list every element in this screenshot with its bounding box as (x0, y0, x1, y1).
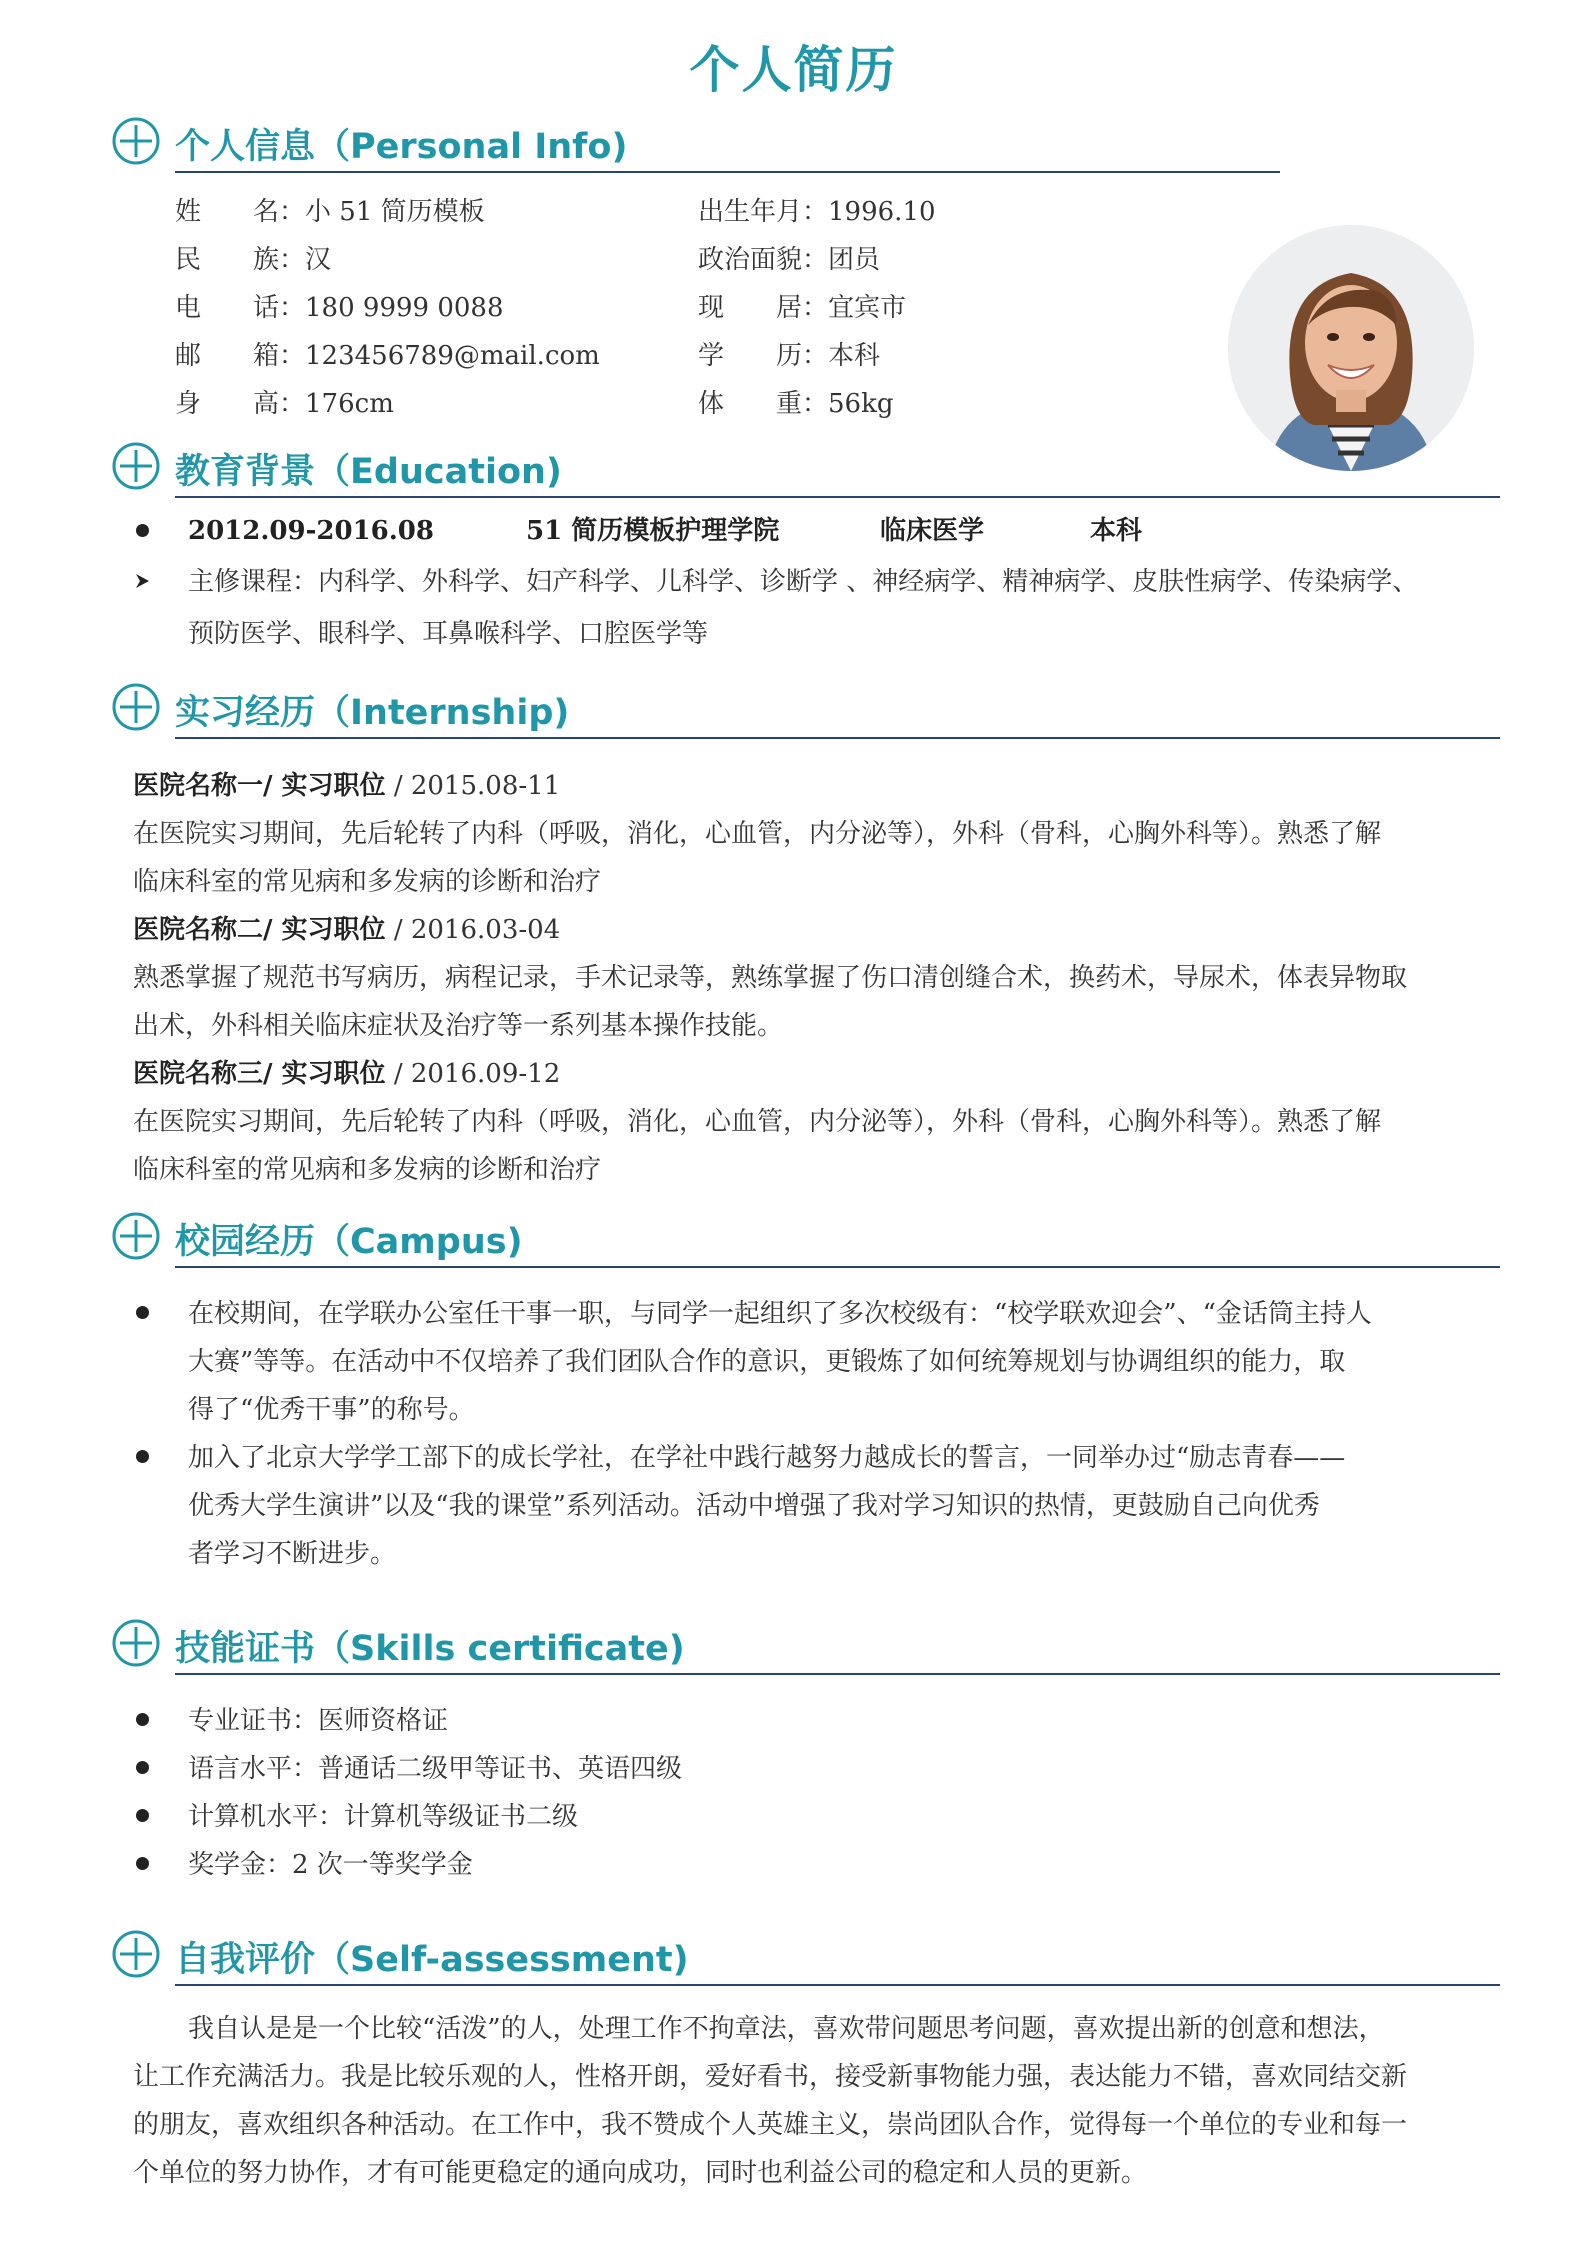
weight-value: 56kg (828, 389, 894, 419)
self-assessment-line: 我自认是是一个比较“活泼”的人，处理工作不拘章法，喜欢带问题思考问题，喜欢提出新的创意和想法， (188, 2014, 1385, 2044)
campus-line: 大赛”等等。在活动中不仅培养了我们团队合作的意识，更锻炼了如何统筹规划与协调组织的能力，取 (188, 1347, 1346, 1377)
internship-date: / 2015.08-11 (385, 771, 561, 801)
bullet-dot-icon (136, 1450, 149, 1463)
height-label: 身 高： (175, 389, 306, 419)
email-value: 123456789@mail.com (305, 341, 600, 371)
education-major: 临床医学 (880, 516, 985, 546)
ethnic-value: 汉 (305, 245, 332, 275)
courses-line: 预防医学、眼科学、耳鼻喉科学、口腔医学等 (188, 619, 709, 649)
plus-circle-icon (112, 1930, 160, 1978)
political-label: 政治面貌： (698, 245, 829, 275)
section-divider (175, 1673, 1500, 1675)
internship-desc: 临床科室的常见病和多发病的诊断和治疗 (133, 867, 602, 897)
bullet-dot-icon (136, 524, 149, 537)
political-row (698, 236, 880, 284)
internship-desc: 熟悉掌握了规范书写病历，病程记录，手术记录等，熟练掌握了伤口清创缝合术，换药术，导尿术，体表异物取 (133, 963, 1408, 993)
name-row (175, 188, 485, 236)
birth-value: 1996.10 (828, 197, 936, 227)
email-row (175, 332, 600, 380)
phone-row (175, 284, 504, 332)
internship-heading (133, 762, 560, 810)
bullet-dot-icon (136, 1713, 149, 1726)
section-title: 自我评价（Self-assessment) (175, 1940, 689, 1980)
section-divider (175, 496, 1500, 498)
residence-value: 宜宾市 (828, 293, 907, 323)
plus-circle-icon (112, 683, 160, 731)
campus-line: 者学习不断进步。 (188, 1539, 397, 1569)
plus-circle-icon (112, 1212, 160, 1260)
internship-desc: 临床科室的常见病和多发病的诊断和治疗 (133, 1155, 602, 1185)
skill-item: 语言水平：普通话二级甲等证书、英语四级 (188, 1754, 683, 1784)
courses-line: 主修课程：内科学、外科学、妇产科学、儿科学、诊断学 、神经病学、精神病学、皮肤性病学、传染病学、 (188, 567, 1419, 597)
internship-desc: 出术，外科相关临床症状及治疗等一系列基本操作技能。 (133, 1011, 784, 1041)
residence-row (698, 284, 906, 332)
arrow-bullet-icon (134, 572, 152, 590)
weight-row (698, 380, 894, 428)
plus-circle-icon (112, 117, 160, 165)
section-title: 个人信息（Personal Info) (175, 127, 628, 167)
internship-desc: 在医院实习期间，先后轮转了内科（呼吸，消化，心血管，内分泌等），外科（骨科，心胸外科等）。熟悉了解 (133, 819, 1382, 849)
bullet-dot-icon (136, 1809, 149, 1822)
name-value: 小 51 简历模板 (305, 197, 485, 227)
political-value: 团员 (828, 245, 881, 275)
internship-date: / 2016.09-12 (385, 1059, 561, 1089)
campus-line: 得了“优秀干事”的称号。 (188, 1395, 475, 1425)
plus-circle-icon (112, 442, 160, 490)
internship-heading (133, 1050, 560, 1098)
height-row (175, 380, 394, 428)
weight-label: 体 重： (698, 389, 829, 419)
section-title: 技能证书（Skills certificate) (175, 1629, 685, 1669)
ethnic-label: 民 族： (175, 245, 306, 275)
degree-row (698, 332, 880, 380)
section-divider (175, 171, 1280, 173)
email-label: 邮 箱： (175, 341, 306, 371)
internship-title: 医院名称二/ 实习职位 (133, 915, 386, 945)
internship-date: / 2016.03-04 (385, 915, 561, 945)
birth-label: 出生年月： (698, 197, 829, 227)
skill-item: 专业证书：医师资格证 (188, 1706, 449, 1736)
residence-label: 现 居： (698, 293, 829, 323)
section-title: 教育背景（Education) (175, 452, 562, 492)
self-assessment-line: 让工作充满活力。我是比较乐观的人，性格开朗，爱好看书，接受新事物能力强，表达能力不错，喜欢同结交新 (133, 2062, 1408, 2092)
page-title: 个人简历 (689, 41, 898, 99)
section-title: 实习经历（Internship) (175, 693, 570, 733)
height-value: 176cm (305, 389, 394, 419)
birth-row (698, 188, 936, 236)
section-title: 校园经历（Campus) (175, 1222, 523, 1262)
education-period: 2012.09-2016.08 (188, 516, 434, 546)
internship-heading (133, 906, 560, 954)
campus-line: 在校期间，在学联办公室任干事一职，与同学一起组织了多次校级有：“校学联欢迎会”、“金话筒主持人 (188, 1299, 1372, 1329)
campus-line: 优秀大学生演讲”以及“我的课堂”系列活动。活动中增强了我对学习知识的热情，更鼓励自己向优秀 (188, 1491, 1320, 1521)
profile-photo (1228, 225, 1474, 471)
bullet-dot-icon (136, 1306, 149, 1319)
section-divider (175, 737, 1500, 739)
self-assessment-line: 的朋友，喜欢组织各种活动。在工作中，我不赞成个人英雄主义，崇尚团队合作，觉得每一个单位的专业和每一 (133, 2110, 1408, 2140)
phone-value: 180 9999 0088 (305, 293, 504, 323)
education-school: 51 简历模板护理学院 (526, 516, 780, 546)
skill-item: 计算机水平：计算机等级证书二级 (188, 1802, 579, 1832)
degree-label: 学 历： (698, 341, 829, 371)
campus-line: 加入了北京大学学工部下的成长学社，在学社中践行越努力越成长的誓言，一同举办过“励志青春—— (188, 1443, 1346, 1473)
section-divider (175, 1984, 1500, 1986)
ethnic-row (175, 236, 331, 284)
plus-circle-icon (112, 1619, 160, 1667)
education-level: 本科 (1090, 516, 1143, 546)
section-divider (175, 1266, 1500, 1268)
skill-item: 奖学金：2 次一等奖学金 (188, 1850, 473, 1880)
internship-desc: 在医院实习期间，先后轮转了内科（呼吸，消化，心血管，内分泌等），外科（骨科，心胸外科等）。熟悉了解 (133, 1107, 1382, 1137)
bullet-dot-icon (136, 1857, 149, 1870)
self-assessment-line: 个单位的努力协作，才有可能更稳定的通向成功，同时也利益公司的稳定和人员的更新。 (133, 2158, 1148, 2188)
bullet-dot-icon (136, 1761, 149, 1774)
name-label: 姓 名： (175, 197, 306, 227)
degree-value: 本科 (828, 341, 881, 371)
internship-title: 医院名称三/ 实习职位 (133, 1059, 386, 1089)
phone-label: 电 话： (175, 293, 306, 323)
internship-title: 医院名称一/ 实习职位 (133, 771, 386, 801)
portrait-illustration (1228, 225, 1474, 471)
